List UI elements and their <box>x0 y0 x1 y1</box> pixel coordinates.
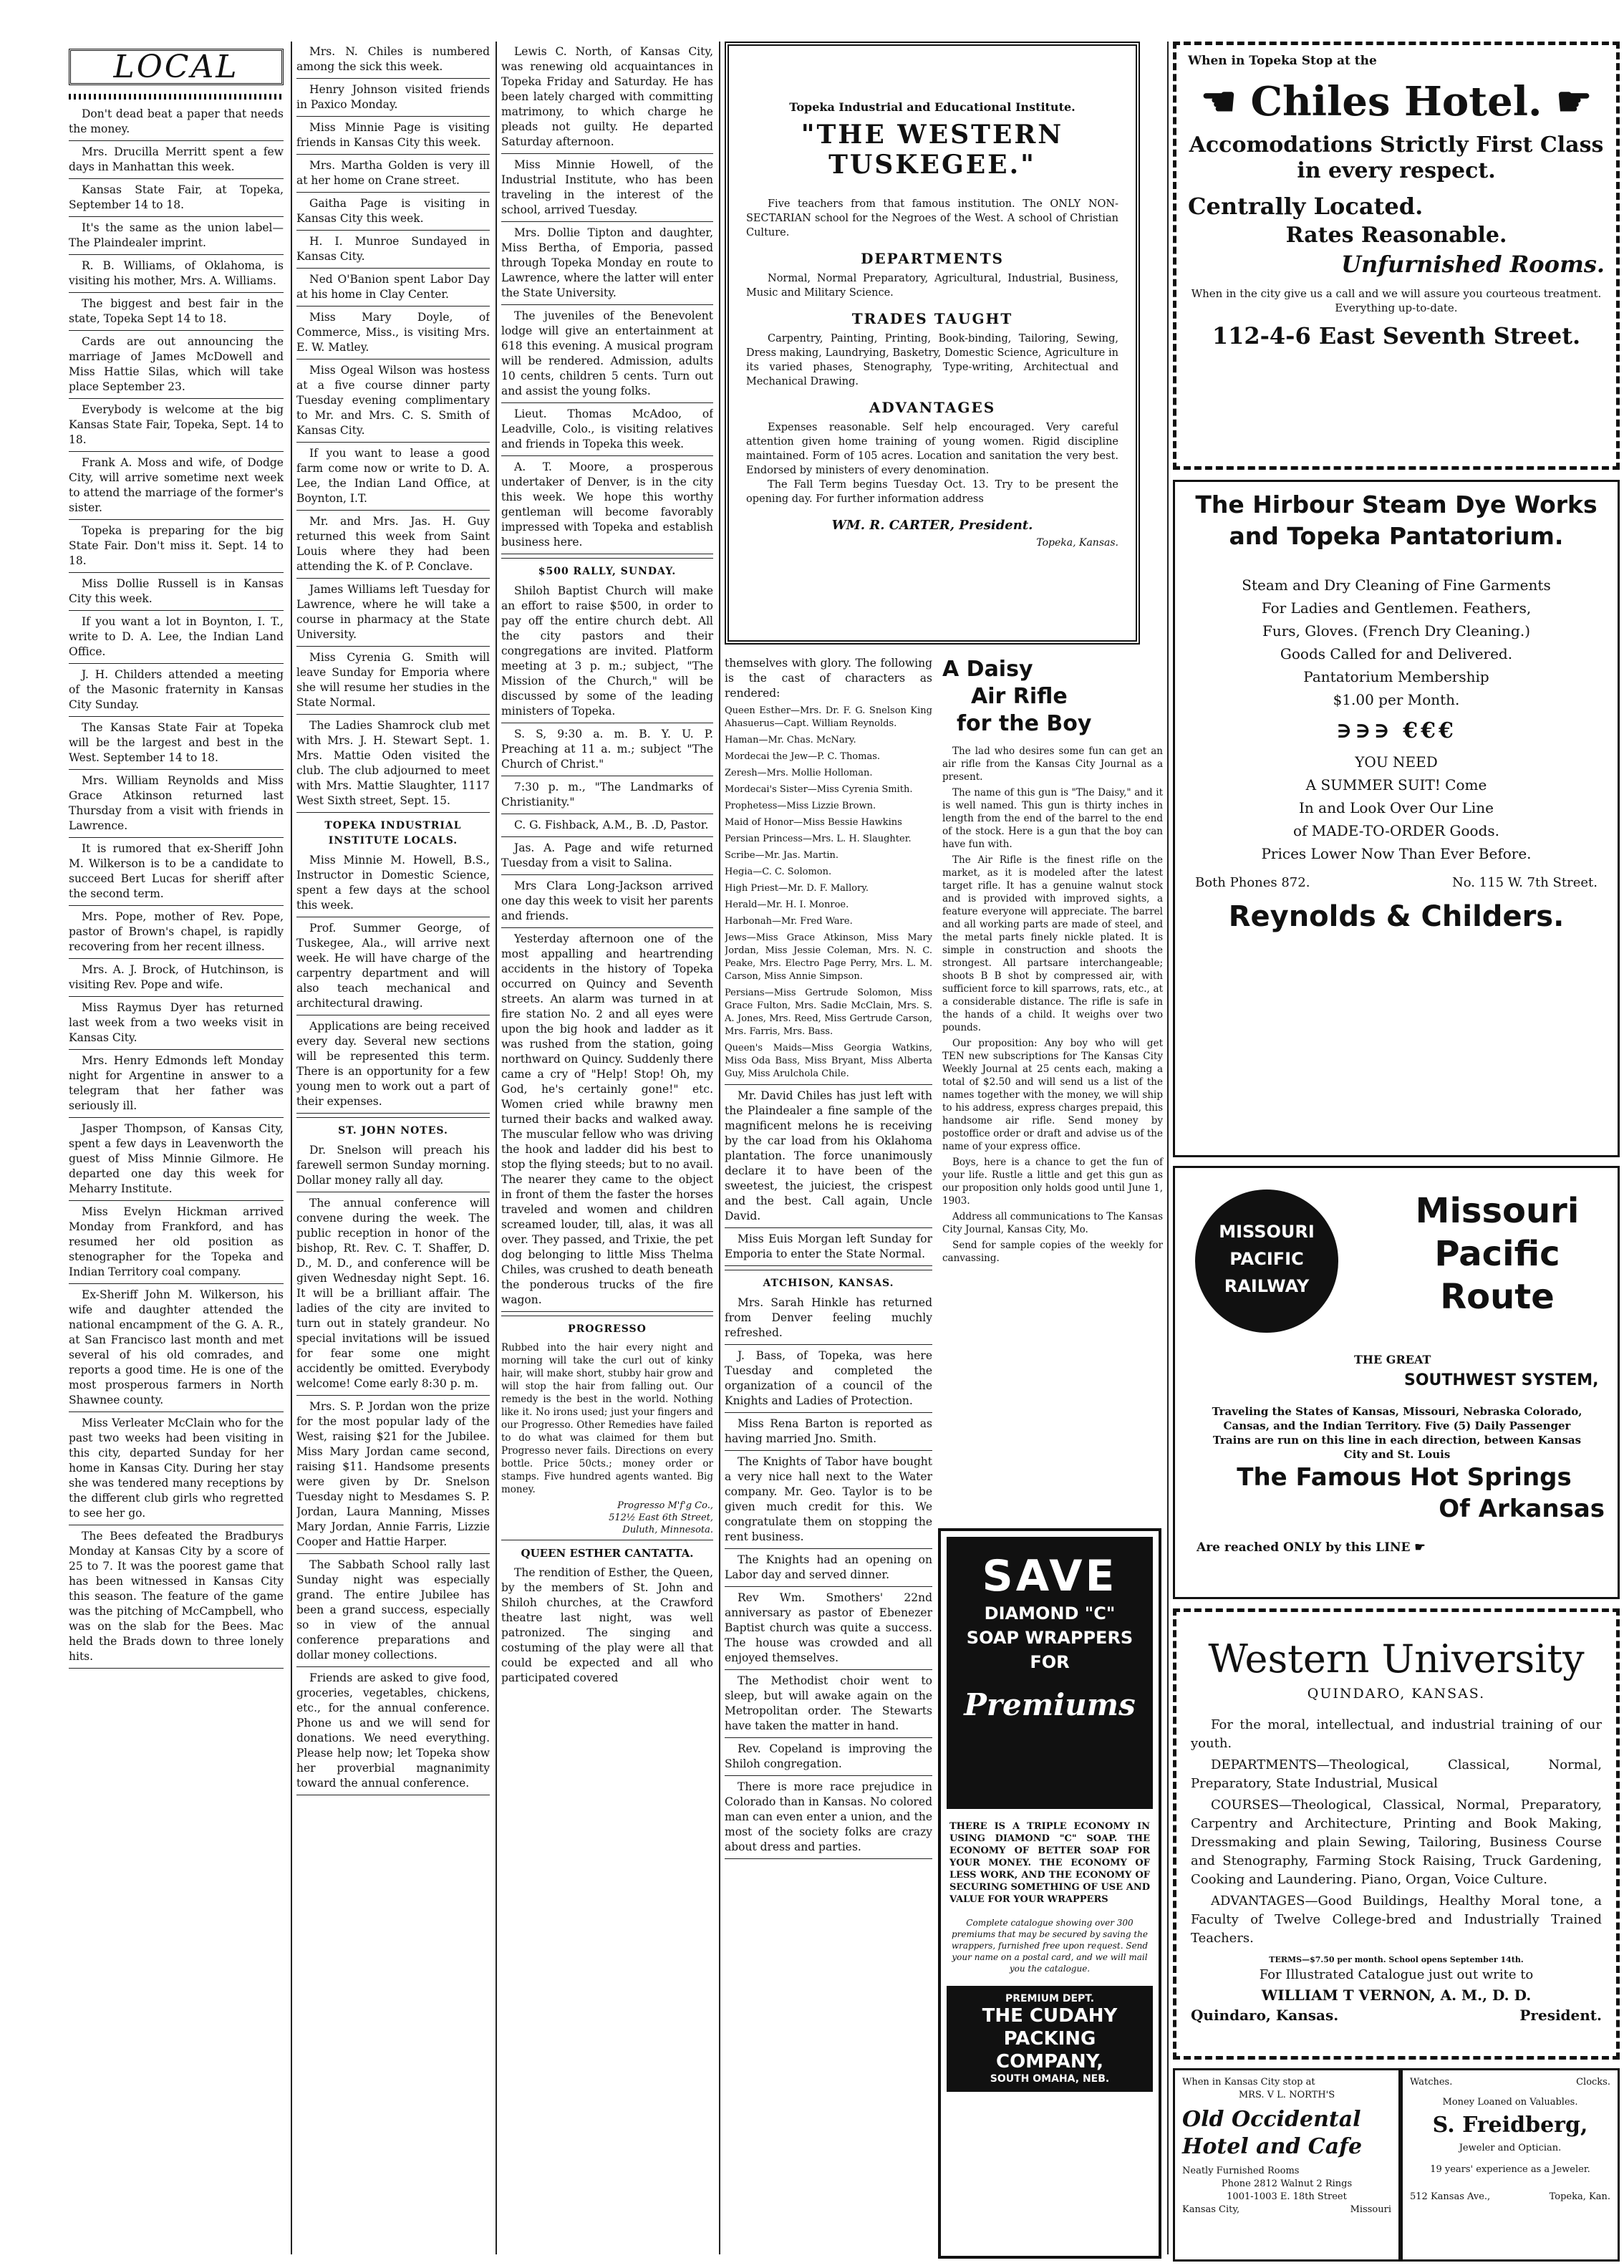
news-item: The name of this gun is "The Daisy," and it is well named. This gun is thirty inches in length from the end of the barrel to the end of the stock. Here is a gun that the boy can have fun with. <box>942 787 1163 850</box>
news-item: Mrs. Henry Edmonds left Monday night for Argentine in answer to a telegram that her father was seriously ill. <box>69 1054 284 1112</box>
tuskegee-signature: WM. R. CARTER, President. <box>831 518 1033 533</box>
news-item: Friends are asked to give food, groceries, vegetables, chickens, etc., for the annual conference. Phone us and we will send for donations. We need everything. Please help now; let Topeka show her proverbial magnanimity toward the annual conference. <box>296 1671 490 1790</box>
news-item: Miss Verleater McClain who for the past two weeks had been visiting in this city, departed Sunday for her home in Kansas City. During her stay she was tendered many receptions by the different club girls who regretted to see her go. <box>69 1417 284 1520</box>
news-item: Topeka is preparing for the big State Fair. Don't miss it. Sept. 14 to 18. <box>69 524 284 567</box>
dye-line: For Ladies and Gentlemen. Feathers, <box>1261 599 1532 617</box>
news-item: The Bees defeated the Bradburys Monday at Kansas City by a score of 25 to 7. It was the poorest game that has been witnessed in Kansas City this season. The feature of the game was the pitching of McCampbell, who was on the slab for the Bees. Mac held the Brads down to three lonely hits. <box>69 1530 284 1663</box>
news-item: The Sabbath School rally last Sunday night was especially grand. The entire Jubilee has been a grand success, especially so in view of the annual conference preparations and dollar money collections. <box>296 1558 490 1661</box>
news-item: Miss Mary Doyle, of Commerce, Miss., is visiting Mrs. E. W. Matley. <box>296 311 490 354</box>
news-item: Dr. Snelson will preach his farewell sermon Sunday morning. Dollar money rally all day. <box>296 1144 490 1187</box>
dye-line: $1.00 per Month. <box>1333 691 1460 708</box>
column-four <box>725 656 932 2260</box>
freid-clocks: Clocks. <box>1576 2077 1610 2088</box>
news-item: Mr. and Mrs. Jas. H. Guy returned this week from Saint Louis where they had been attending the K. of P. Conclave. <box>296 515 490 573</box>
pointing-hand-icon: ☚ <box>1200 78 1251 125</box>
soap-text: THERE IS A TRIPLE ECONOMY IN USING DIAMOND "C" SOAP. THE ECONOMY OF BETTER SOAP FOR YOUR MONEY. THE ECONOMY OF LESS WORK, AND THE ECONOMY OF SECURING SOMETHING OF USE AND VALUE FOR YOUR WRAPPERS <box>949 1821 1150 1905</box>
progresso-city: Duluth, Minnesota. <box>622 1525 713 1535</box>
column-local <box>69 44 284 2261</box>
news-item: Ex-Sheriff John M. Wilkerson, his wife and daughter attended the national encampment of the G. A. R., at San Francisco last month and met several of his old comrades, and reports a good time. He is one of the most prosperous farmers in North Shawnee county. <box>69 1288 284 1406</box>
news-item: Mrs. Drucilla Merritt spent a few days in Manhattan this week. <box>69 145 284 173</box>
dye-line: of MADE-TO-ORDER Goods. <box>1293 822 1499 839</box>
news-item: Lieut. Thomas McAdoo, of Leadville, Colo., is visiting relatives and friends in Topeka this week. <box>501 407 713 450</box>
news-item: Persians—Miss Gertrude Solomon, Miss Grace Fulton, Mrs. Sadie McClain, Mrs. S. A. Jones, Mrs. Reed, Miss Gertrude Carson, Mrs. Farris, Mrs. Bass. <box>725 988 932 1037</box>
soap-wrappers: SOAP WRAPPERS <box>966 1628 1134 1648</box>
north-proprietor: MRS. V L. NORTH'S <box>1238 2090 1335 2100</box>
esther-heading: QUEEN ESTHER CANTATTA. <box>521 1547 694 1560</box>
freid-name: S. Freidberg, <box>1432 2113 1588 2138</box>
news-item: Prof. Summer George, of Tuskegee, Ala., will arrive next week. He will have charge of the carpentry department and will also teach mechanical and architectural drawing. <box>296 922 490 1010</box>
news-item: Shiloh Baptist Church will make an effort to raise $500, in order to pay off the entire church debt. All the city pastors and their congregations are invited. Platform meeting at 3 p. m.; subject, "The Mission of the Church," will be discussed by some of the leading ministers of Topeka. <box>501 584 713 718</box>
st-john-items <box>296 1143 490 1795</box>
wu-advantages: ADVANTAGES—Good Buildings, Healthy Moral tone, a Faculty of Twelve College-bred and Industrially Trained Teachers. <box>1191 1893 1602 1946</box>
news-item: Yesterday afternoon one of the most appalling and heartrending accidents in the history of Topeka occurred on Quincy and Seventh streets. An alarm was turned in at fire station No. 2 and all eyes were upon the big hook and ladder as it was rushed from the station, going northward on Quincy. Suddenly there came a cry of "Help! Stop! Oh, my God, he's certainly gone!" etc. Women cried while brawny men turned their backs and walked away. The muscular fellow who was driving the hook and ladder did his best to stop the flying steeds; but to no avail. The nearer they came to the object in front of them the faster the horses traveled and women and children screamed louder, till, alas, it was all over. They passed, and Trixie, the pet dog belonging to little Miss Thelma Chiles, was crushed to death beneath the ponderous trucks of the fire wagon. <box>501 932 713 1306</box>
tuskegee-adv-heading: ADVANTAGES <box>869 399 996 416</box>
news-item: Miss Minnie Page is visiting friends in Kansas City this week. <box>296 121 490 149</box>
progresso-addr: 512½ East 6th Street, <box>609 1512 713 1523</box>
chiles-address: 112-4-6 East Seventh Street. <box>1212 322 1581 349</box>
news-item: The Methodist choir went to sleep, but will awake again on the Metropolitan order. The Stewarts have taken the matter in hand. <box>725 1674 932 1732</box>
soap-for: FOR <box>1030 1652 1070 1672</box>
news-item: Queen Esther—Mrs. Dr. F. G. Snelson King Ahasuerus—Capt. William Reynolds. <box>725 705 932 729</box>
news-item: Persian Princess—Mrs. L. H. Slaughter. <box>725 834 912 844</box>
chiles-accom: Accomodations Strictly First Class <box>1189 132 1604 158</box>
news-item: Miss Minnie Howell, of the Industrial Institute, who has been traveling in the interest of the school, arrived Tuesday. <box>501 158 713 216</box>
dye-line: A SUMMER SUIT! Come <box>1305 776 1487 793</box>
news-item: Everybody is welcome at the big Kansas State Fair, Topeka, Sept. 14 to 18. <box>69 403 284 446</box>
north-line: Phone 2812 Walnut 2 Rings <box>1221 2178 1353 2189</box>
news-item: Hegia—C. C. Solomon. <box>725 867 832 877</box>
dye-line: Pantatorium Membership <box>1303 668 1489 685</box>
chiles-name: ☚ Chiles Hotel. ☛ <box>1200 78 1592 125</box>
news-item: Haman—Mr. Chas. McNary. <box>725 735 856 745</box>
news-item: Miss Evelyn Hickman arrived Monday from Frankford, and has resumed her old position as stenographer for the Topeka and Indian Territory coal company. <box>69 1205 284 1278</box>
ornament: ∋∋∋ €€€ <box>1336 718 1456 743</box>
news-item: Miss Raymus Dyer has returned last week from a two weeks visit in Kansas City. <box>69 1001 284 1044</box>
freid-watches: Watches. <box>1410 2077 1453 2088</box>
news-item: Harbonah—Mr. Fred Ware. <box>725 916 853 927</box>
freid-jeweler: Jeweler and Optician. <box>1459 2143 1562 2153</box>
local-items <box>69 107 284 1669</box>
atchison-items <box>725 1295 932 1859</box>
dye-works-ad <box>1173 480 1620 1157</box>
freid-experience: 19 years' experience as a Jeweler. <box>1430 2164 1590 2175</box>
tuskegee-trades-heading: TRADES TAUGHT <box>851 310 1013 327</box>
air-rifle-ad <box>938 656 1167 1515</box>
news-item: A. T. Moore, a prosperous undertaker of Denver, is in the city this week. We hope this worthy gentleman will become favorably impressed with Topeka and establish business here. <box>501 460 713 549</box>
dye-firm: Reynolds & Childers. <box>1228 900 1565 933</box>
wu-courses: COURSES—Theological, Classical, Normal, Preparatory, Carpentry and Architecture, Printing and Book Making, Dressmaking and plain Sewing, Tailoring, Business Course and Stenography, Farming Stock Raising, Truck Gardening, Cooking and Laundering. Piano, Organ, Voice Culture. <box>1191 1797 1602 1887</box>
progresso-firm: Progresso M'f'g Co., <box>617 1500 713 1511</box>
dye-line: Goods Called for and Delivered. <box>1280 645 1513 662</box>
chiles-line1: When in Topeka Stop at the <box>1188 54 1377 68</box>
north-line: 1001-1003 E. 18th Street <box>1227 2191 1347 2202</box>
tuskegee-ad <box>725 42 1140 645</box>
news-item: J. H. Childers attended a meeting of the Masonic fraternity in Kansas City Sunday. <box>69 668 284 711</box>
wu-place: QUINDARO, KANSAS. <box>1307 1686 1486 1702</box>
missouri-pacific-ad <box>1173 1166 1620 1599</box>
wu-purpose: For the moral, intellectual, and industrial training of our youth. <box>1191 1717 1602 1751</box>
freidberg-ad <box>1401 2068 1620 2262</box>
soap-premiums: Premiums <box>964 1687 1136 1722</box>
news-item: The juveniles of the Benevolent lodge will give an entertainment at 618 this evening. A musical program will be rendered. Admission, adults 10 cents, children 5 cents. Turn out and assist the young folks. <box>501 309 713 397</box>
esther-text: The rendition of Esther, the Queen, by the members of St. John and Shiloh churches, at the Crawford theatre last night, was well patronized. The singing and costuming of the play were all that could be expected and all who participated covered <box>501 1566 713 1684</box>
news-item: Herald—Mr. H. I. Monroe. <box>725 899 849 910</box>
news-item: Mrs. Martha Golden is very ill at her home on Crane street. <box>296 159 490 187</box>
news-item: Zeresh—Mrs. Mollie Holloman. <box>725 768 873 778</box>
news-item: The Kansas State Fair at Topeka will be the largest and best in the West. September 14 to 18. <box>69 721 284 764</box>
news-item: Don't dead beat a paper that needs the money. <box>69 107 284 135</box>
tuskegee-trades: Carpentry, Painting, Printing, Book-binding, Tailoring, Sewing, Dress making, Laundrying, Basketry, Domestic Science, Agriculture in its varied phases, Stenography, Type-writing, Architectual and Mechanical Drawing. <box>746 333 1118 387</box>
progresso-text: Rubbed into the hair every night and morning will take the curl out of kinky hair, will make short, stubby hair grow and will stop the hair from falling out. Our remedy is the best in the world. Nothing like it. No irons used; just your fingers and our Progresso. Other Remedies have failed to do what was claimed for them but Progresso never fails. Directions on every bottle. Price 50cts.; money order or stamps. Five hundred agents wanted. Big money. <box>501 1342 713 1495</box>
news-item: Rev Wm. Smothers' 22nd anniversary as pastor of Ebenezer Baptist church was quite a success. The house was crowded and all enjoyed themselves. <box>725 1591 932 1664</box>
wu-catalogue: For Illustrated Catalogue just out write to <box>1259 1967 1534 1982</box>
dye-line: Steam and Dry Cleaning of Fine Garments <box>1242 576 1551 594</box>
news-item: Mr. David Chiles has just left with the Plaindealer a fine sample of the magnificent melons he is receiving by the car load from his Oklahoma plantation. The force unanimously declare it to have been of the sweetest, the juiciest, the crispest and the best. Call again, Uncle David. <box>725 1089 932 1222</box>
news-item: Miss Minnie M. Howell, B.S., Instructor in Domestic Science, spent a few days at the school this week. <box>296 854 490 912</box>
soap-brand: DIAMOND "C" <box>984 1603 1116 1623</box>
news-item: 7:30 p. m., "The Landmarks of Christianity." <box>501 781 713 809</box>
news-item: Mrs. A. J. Brock, of Hutchinson, is visiting Rev. Pope and wife. <box>69 963 284 991</box>
news-item: James Williams left Tuesday for Lawrence, where he will take a course in pharmacy at the State University. <box>296 583 490 641</box>
news-item: Jas. A. Page and wife returned Tuesday from a visit to Salina. <box>501 841 713 869</box>
news-item: The Knights of Tabor have bought a very nice hall next to the Water company. Mr. Geo. Taylor is to be given much credit for this. We congratulate them on stopping the rent business. <box>725 1455 932 1543</box>
wu-terms: TERMS—$7.50 per month. School opens September 14th. <box>1269 1955 1524 1964</box>
wu-departments: DEPARTMENTS—Theological, Classical, Normal, Preparatory, State Industrial, Musical <box>1191 1757 1602 1791</box>
wu-city: Quindaro, Kansas. <box>1191 2007 1339 2024</box>
news-item: Miss Euis Morgan left Sunday for Emporia to enter the State Normal. <box>725 1232 932 1260</box>
rally-heading: $500 RALLY, SUNDAY. <box>538 566 677 577</box>
soap-company: PREMIUM DEPT. THE CUDAHY PACKING COMPANY, SOUTH OMAHA, NEB. <box>947 1986 1153 2092</box>
tuskegee-dept-heading: DEPARTMENTS <box>861 250 1004 267</box>
news-item: The Air Rifle is the finest rifle on the market, as it is modeled after the latest target rifle. It has a genuine walnut stock and is provided with improved sights, a feature everyone will appreciate. The barrel and all working parts are made of steel, and the metal parts finely nickle plated. It is simple in construction and shoots the strongest. All partsare interchangeable; shoots B B shot by compressed air, with sufficient force to kill sparrows, rats, etc., at a considerable distance. The rifle is safe in the hands of a child. It weighs over two pounds. <box>942 854 1163 1033</box>
soap-save: SAVE <box>982 1551 1118 1601</box>
news-item: There is more race prejudice in Colorado than in Kansas. No colored man can even enter a union, and the most of the society folks are crazy about dress and parties. <box>725 1780 932 1853</box>
tuskegee-title: Topeka Industrial and Educational Institute. <box>789 100 1076 114</box>
news-item: The lad who desires some fun can get an air rifle from the Kansas City Journal as a present. <box>942 745 1163 783</box>
news-item: The Knights had an opening on Labor day and served dinner. <box>725 1553 932 1581</box>
news-item: High Priest—Mr. D. F. Mallory. <box>725 883 869 894</box>
tuskegee-dept: Normal, Normal Preparatory, Agricultural, Industrial, Business, Music and Military Science. <box>746 273 1118 299</box>
dye-line: In and Look Over Our Line <box>1299 799 1494 816</box>
dye-title: The Hirbour Steam Dye Works and Topeka Pantatorium. <box>1195 491 1598 550</box>
column-rule <box>496 42 497 2254</box>
tuskegee-term: The Fall Term begins Tuesday Oct. 13. Try to be present the opening day. For further information address <box>746 479 1118 505</box>
news-item: Send for sample copies of the weekly for canvassing. <box>942 1240 1163 1264</box>
chiles-rooms: Unfurnished Rooms. <box>1341 251 1605 278</box>
news-item: R. B. Williams, of Oklahoma, is visiting his mother, Mrs. A. Williams. <box>69 259 284 287</box>
rifle-heading: A Daisy <box>942 657 1033 682</box>
north-line: Neatly Furnished Rooms <box>1182 2166 1300 2176</box>
mop-famous: The Famous Hot Springs Of Arkansas <box>1237 1463 1605 1523</box>
news-item: Gaitha Page is visiting in Kansas City this week. <box>296 197 490 225</box>
news-item: Mordecai the Jew—P. C. Thomas. <box>725 751 881 762</box>
news-item: Miss Ogeal Wilson was hostess at a five course dinner party Tuesday evening complimentary to Mr. and Mrs. C. S. Smith of Kansas City. <box>296 364 490 437</box>
rifle-heading: for the Boy <box>957 711 1092 736</box>
occidental-hotel-ad <box>1173 2068 1401 2262</box>
news-item: Mordecai's Sister—Miss Cyrenia Smith. <box>725 784 913 795</box>
mop-reach: Are reached ONLY by this LINE ☛ <box>1197 1540 1426 1555</box>
news-item: Scribe—Mr. Jas. Martin. <box>725 850 838 861</box>
dye-line: YOU NEED <box>1355 753 1438 771</box>
dye-line: Prices Lower Now Than Ever Before. <box>1261 845 1532 862</box>
mop-text: Traveling the States of Kansas, Missouri, Nebraska Colorado, Cansas, and the Indian Territory. Five (5) Daily Passenger Trains are run on this line in each direction, between Kansas City and St. Louis <box>1212 1405 1582 1461</box>
news-item: Mrs. S. P. Jordan won the prize for the most popular lady of the West, raising $21 for the Jubilee. Miss Mary Jordan came second, raising $11. Handsome presents were given by Dr. Snelson Tuesday night to Mesdames S. P. Jordan, Laura Manning, Misses Mary Jordan, Annie Farris, Lizzie Cooper and Hattie Harper. <box>296 1400 490 1548</box>
news-item: Mrs. N. Chiles is numbered among the sick this week. <box>296 45 490 73</box>
column-four-items <box>725 1089 932 1266</box>
news-item: The annual conference will convene during the week. The public reception in honor of the bishop, Rt. Rev. C. T. Shaffer, D. D., M. D., and conference will be given Wednesday night Sept. 16. It will be a brilliant affair. The ladies of the city are invited to turn out in stately grandeur. No special invitations will be issued for fear some one might accidently be omitted. Everybody welcome! Come early 8:30 p. m. <box>296 1197 490 1390</box>
chiles-hotel-ad <box>1173 42 1620 470</box>
mop-great: THE GREAT <box>1354 1353 1431 1366</box>
news-item: J. Bass, of Topeka, was here Tuesday and completed the organization of a council of the Knights and Ladies of Protection. <box>725 1349 932 1407</box>
news-item: Henry Johnson visited friends in Paxico Monday. <box>296 83 490 111</box>
dye-address: No. 115 W. 7th Street. <box>1451 875 1598 890</box>
wu-title: President. <box>1519 2007 1602 2024</box>
railway-logo: MISSOURI PACIFIC RAILWAY <box>1195 1190 1338 1333</box>
news-item: C. G. Fishback, A.M., B. .D, Pastor. <box>514 819 709 831</box>
news-item: The Ladies Shamrock club met with Mrs. J. H. Stewart Sept. 1. Mrs. Mattie Oden visited the club. The club adjourned to meet with Mrs. Mattie Slaughter, 1117 West Sixth street, Sept. 15. <box>296 719 490 807</box>
news-item: Kansas State Fair, at Topeka, September 14 to 18. <box>69 183 284 211</box>
mop-title: Missouri Pacific Route <box>1415 1191 1580 1317</box>
chiles-rates: Rates Reasonable. <box>1285 223 1507 248</box>
atchison-heading: ATCHISON, KANSAS. <box>763 1278 894 1289</box>
news-item: The biggest and best fair in the state, Topeka Sept 14 to 18. <box>69 297 284 325</box>
pointing-hand-icon: ☛ <box>1410 1540 1426 1555</box>
column-two-items <box>296 44 490 813</box>
column-two <box>296 44 490 2261</box>
chiles-text: When in the city give us a call and we will assure you courteous treatment. Everything up-to-date. <box>1191 287 1602 314</box>
news-item: Jews—Miss Grace Atkinson, Miss Mary Jordan, Miss Jessie Coleman, Mrs. N. C. Peake, Mrs. Electro Page Perry, Mrs. L. M. Carson, Miss Annie Simpson. <box>725 932 932 982</box>
news-item: Rev. Copeland is improving the Shiloh congregation. <box>725 1742 932 1770</box>
chiles-located: Centrally Located. <box>1188 193 1424 220</box>
news-item: Frank A. Moss and wife, of Dodge City, will arrive sometime next week to attend the marriage of the former's sister. <box>69 456 284 514</box>
tuskegee-intro: Five teachers from that famous institution. The ONLY NON-SECTARIAN school for the Negroes of the West. A school of Christian Culture. <box>746 198 1118 238</box>
news-item: S. S, 9:30 a. m. B. Y. U. P. Preaching at 11 a. m.; subject "The Church of Christ." <box>501 728 713 771</box>
ornament <box>69 94 284 100</box>
western-university-ad <box>1173 1608 1620 2060</box>
soap-banner <box>947 1537 1153 1809</box>
news-item: Ned O'Banion spent Labor Day at his home in Clay Center. <box>296 273 490 301</box>
freid-city: Topeka, Kan. <box>1549 2191 1610 2202</box>
local-heading: LOCAL <box>69 49 284 85</box>
news-item: Mrs. Pope, mother of Rev. Pope, pastor of Brown's chapel, is rapidly recovering from her recent illness. <box>69 910 284 953</box>
news-item: Queen's Maids—Miss Georgia Watkins, Miss Oda Bass, Miss Bryant, Miss Alberta Guy, Miss Arulchola Chile. <box>725 1043 932 1079</box>
tuskegee-city: Topeka, Kansas. <box>1036 537 1118 549</box>
news-item: Lewis C. North, of Kansas City, was renewing old acquaintances in Topeka Friday and Saturday. He has been lately charged with committing matrimony, to which charge he pleads not guilty. He departed Saturday afternoon. <box>501 45 713 148</box>
column-rule <box>719 42 720 2254</box>
news-item: Prophetess—Miss Lizzie Brown. <box>725 801 876 811</box>
news-item: Address all communications to The Kansas City Journal, Kansas City, Mo. <box>942 1211 1163 1235</box>
column-rule <box>1167 42 1169 2254</box>
rifle-text <box>942 745 1163 1265</box>
dye-line: Furs, Gloves. (French Dry Cleaning.) <box>1262 622 1531 640</box>
institute-heading: TOPEKA INDUSTRIAL INSTITUTE LOCALS. <box>324 820 462 846</box>
soap-catalogue: Complete catalogue showing over 300 premiums that may be secured by saving the wrappers, furnished free upon request. Send your name on a postal card, and we will mail you the catalogue. <box>951 1918 1149 1974</box>
north-city: Kansas City, <box>1182 2204 1240 2215</box>
rifle-heading: Air Rifle <box>971 684 1068 709</box>
north-state: Missouri <box>1350 2204 1391 2215</box>
news-item: Cards are out announcing the marriage of James McDowell and Miss Hattie Silas, which will take place September 23. <box>69 335 284 393</box>
news-item: Applications are being received every day. Several new sections will be represented this term. There is an opportunity for a few young men to work out a part of their expenses. <box>296 1020 490 1108</box>
dye-phones: Both Phones 872. <box>1195 875 1310 890</box>
cast-intro: themselves with glory. The following is the cast of characters as rendered: <box>725 657 932 700</box>
news-item: Miss Rena Barton is reported as having married Jno. Smith. <box>725 1417 932 1445</box>
column-three <box>501 44 713 2261</box>
news-item: Maid of Honor—Miss Bessie Hawkins <box>725 817 902 828</box>
column-three-items <box>501 44 713 554</box>
news-item: It's the same as the union label—The Plaindealer imprint. <box>69 221 284 249</box>
north-hotel: Old Occidental Hotel and Cafe <box>1182 2107 1363 2159</box>
wu-president-name: WILLIAM T VERNON, A. M., D. D. <box>1261 1987 1532 2004</box>
freid-address: 512 Kansas Ave., <box>1410 2191 1491 2202</box>
progresso-heading: PROGRESSO <box>568 1323 647 1335</box>
pointing-hand-icon: ☛ <box>1542 78 1592 125</box>
news-item: Miss Cyrenia G. Smith will leave Sunday for Emporia where she will resume her studies in the State Normal. <box>296 651 490 709</box>
rally-items <box>501 584 713 1312</box>
news-item: Mrs. William Reynolds and Miss Grace Atkinson returned last Thursday from a visit with friends in Lawrence. <box>69 774 284 832</box>
news-item: It is rumored that ex-Sheriff John M. Wilkerson is to be a candidate to succeed Bert Lucas for sheriff after the second term. <box>69 842 284 900</box>
news-item: Boys, here is a chance to get the fun of your life. Rustle a little and get this gun as our proposition only holds good until June 1, 1903. <box>942 1157 1163 1207</box>
news-item: If you want a lot in Boynton, I. T., write to D. A. Lee, the Indian Land Office. <box>69 615 284 658</box>
diamond-c-soap-ad <box>938 1528 1161 2259</box>
tuskegee-name: "THE WESTERN TUSKEGEE." <box>801 120 1064 180</box>
news-item: H. I. Munroe Sundayed in Kansas City. <box>296 235 490 263</box>
st-john-heading: ST. JOHN NOTES. <box>338 1125 448 1137</box>
column-rule <box>291 42 292 2254</box>
wu-name: Western University <box>1208 1636 1585 1681</box>
freid-loans: Money Loaned on Valuables. <box>1442 2097 1578 2108</box>
cast-list <box>725 705 932 1081</box>
news-item: If you want to lease a good farm come now or write to D. A. Lee, the Indian Land Office, at Boynton, I.T. <box>296 447 490 505</box>
news-item: Our proposition: Any boy who will get TEN new subscriptions for The Kansas City Weekly Journal at 25 cents each, making a total of $2.50 and will send us a list of the names together with the money, we will ship to his address, express charges prepaid, this handsome air rifle. Send money by postoffice order or draft and advise us of the name of your express office. <box>942 1038 1163 1152</box>
news-item: Jasper Thompson, of Kansas City, spent a few days in Leavenworth the guest of Miss Minnie Gilmore. He departed one day this week for Meharry Institute. <box>69 1122 284 1195</box>
news-item: Miss Dollie Russell is in Kansas City this week. <box>69 577 284 605</box>
mop-system: SOUTHWEST SYSTEM, <box>1404 1371 1599 1389</box>
chiles-respect: in every respect. <box>1297 158 1496 183</box>
institute-items <box>296 853 490 1114</box>
news-item: Mrs. Dollie Tipton and daughter, Miss Bertha, of Emporia, passed through Topeka Monday en route to Lawrence, where the latter will enter the State University. <box>501 226 713 299</box>
tuskegee-adv: Expenses reasonable. Self help encouraged. Very careful attention given home training of young women. Rigid discipline maintained. Form of 105 acres. Location and sanitation the very best. Endorsed by ministers of every denomination. <box>746 422 1118 476</box>
news-item: Mrs Clara Long-Jackson arrived one day this week to visit her parents and friends. <box>501 879 713 922</box>
north-line: When in Kansas City stop at <box>1182 2077 1315 2088</box>
news-item: Mrs. Sarah Hinkle has returned from Denver feeling muchly refreshed. <box>725 1296 932 1339</box>
